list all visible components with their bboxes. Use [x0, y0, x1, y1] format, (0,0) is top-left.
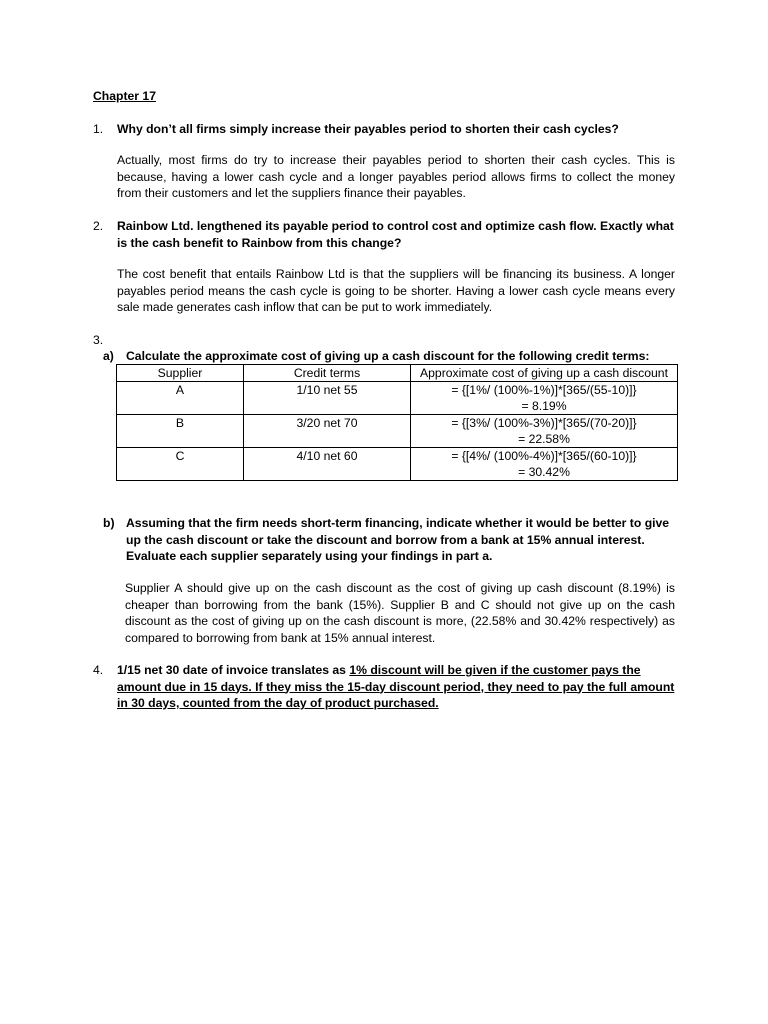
- q3b-label: b): [103, 516, 115, 530]
- q1-number: 1.: [93, 122, 104, 136]
- q4-text: [117, 662, 679, 712]
- q2-number: 2.: [93, 219, 104, 233]
- chapter-heading: Chapter 17: [93, 89, 156, 103]
- cell-supplier: A: [117, 382, 244, 415]
- q4-number: 4.: [93, 663, 104, 677]
- cell-formula: = {[4%/ (100%-4%)]*[365/(60-10)]}: [451, 449, 637, 463]
- q1-question: Why don’t all firms simply increase their payables period to shorten their cash cycles?: [117, 122, 619, 136]
- q3a-label: a): [103, 349, 114, 363]
- q4-underlined: 1% discount will be given if the customer pays the amount due in 15 days. If they miss the 15-day discount period, they need to pay the full amount in 30 days, counted from the day of product purchased.: [117, 663, 675, 710]
- table-row: [117, 382, 678, 415]
- cell-terms: 4/10 net 60: [244, 448, 411, 481]
- cell-terms: 3/20 net 70: [244, 415, 411, 448]
- cell-cost: [411, 415, 678, 448]
- cell-formula: = {[1%/ (100%-1%)]*[365/(55-10)]}: [451, 383, 637, 397]
- q3-number: 3.: [93, 333, 104, 347]
- cell-cost: [411, 382, 678, 415]
- cell-terms: 1/10 net 55: [244, 382, 411, 415]
- cell-supplier: C: [117, 448, 244, 481]
- table-row: [117, 415, 678, 448]
- header-credit-terms: Credit terms: [244, 365, 411, 382]
- q3b-answer: Supplier A should give up on the cash discount as the cost of giving up cash discount (8.19%) is cheaper than borrowing from the bank (15%). Supplier B and C should not give up on the cash discount as the cost of giving up on the cash discount is more, (22.58% and 30.42% respectively) as compared to borrowing from bank at 15% annual interest.: [125, 581, 675, 645]
- cell-result: = 22.58%: [518, 432, 570, 446]
- header-approx-cost: Approximate cost of giving up a cash discount: [411, 365, 678, 382]
- table-header-row: [117, 365, 678, 382]
- q1-answer: Actually, most firms do try to increase their payables period to shorten their cash cycles. This is because, having a lower cash cycle and a longer payables period allows firms to collect the money from their customers and let the suppliers finance their payables.: [117, 153, 675, 200]
- table-row: [117, 448, 678, 481]
- q4-lead: 1/15 net 30 date of invoice translates as: [117, 663, 350, 677]
- q2-answer: The cost benefit that entails Rainbow Ltd is that the suppliers will be financing its business. A longer payables period means the cash cycle is going to be shorter. Having a lower cash cycle means every sale made generates cash inflow that can be put to work immediately.: [117, 267, 675, 314]
- q2-question: Rainbow Ltd. lengthened its payable period to control cost and optimize cash flow. Exactly what is the cash benefit to Rainbow from this change?: [117, 219, 674, 250]
- cell-cost: [411, 448, 678, 481]
- cell-formula: = {[3%/ (100%-3%)]*[365/(70-20)]}: [451, 416, 637, 430]
- cell-supplier: B: [117, 415, 244, 448]
- cell-result: = 8.19%: [521, 399, 567, 413]
- header-supplier: Supplier: [117, 365, 244, 382]
- cell-result: = 30.42%: [518, 465, 570, 479]
- q3a-question: Calculate the approximate cost of giving up a cash discount for the following credit terms:: [126, 349, 650, 363]
- credit-terms-table: [116, 364, 678, 481]
- q3b-question: Assuming that the firm needs short-term financing, indicate whether it would be better to give up the cash discount or take the discount and borrow from a bank at 15% annual interest. Evaluate each supplier separately using your findings in part a.: [126, 516, 670, 563]
